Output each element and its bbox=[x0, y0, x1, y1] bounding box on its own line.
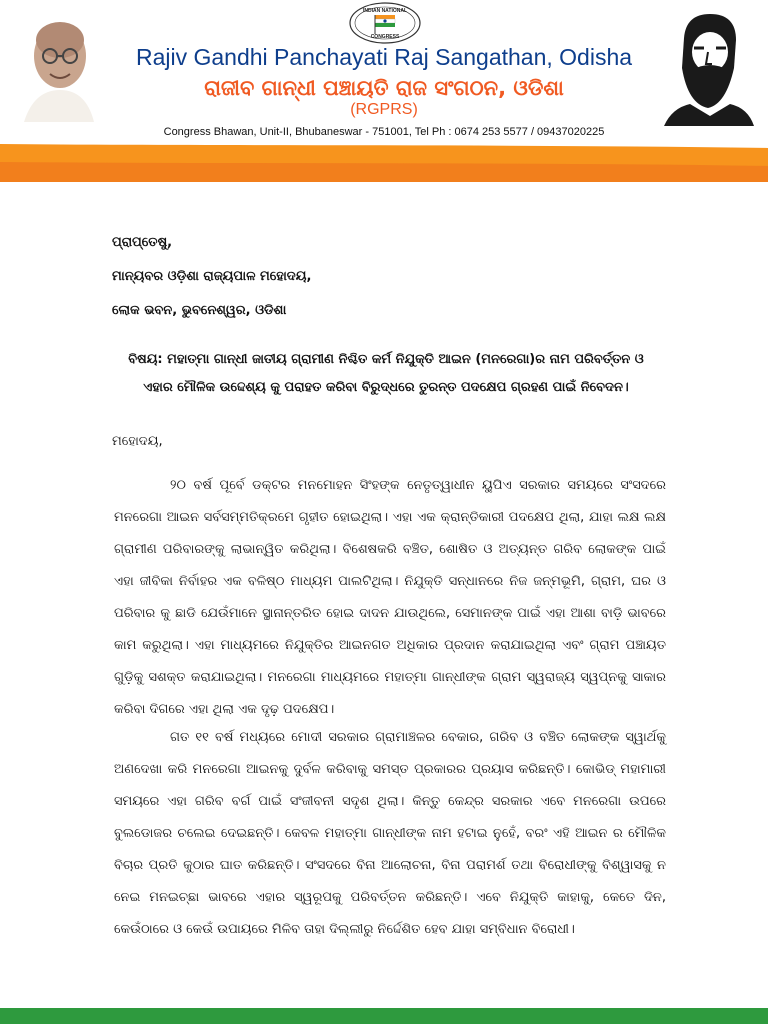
org-name-english: Rajiv Gandhi Panchayati Raj Sangathan, Odisha bbox=[135, 44, 633, 70]
org-abbreviation: (RGPRS) bbox=[350, 101, 418, 118]
emblem-top-text: INDIAN NATIONAL bbox=[362, 8, 408, 14]
recipient-line-1: ପ୍ରାପ୍ତେଷୁ, bbox=[112, 235, 173, 250]
recipient-line-3: ଲୋକ ଭବନ, ଭୁବନେଶ୍ୱର, ଓଡିଶା bbox=[112, 303, 287, 318]
letter-subject: ବିଷୟ: ମହାତ୍ମା ଗାନ୍ଧୀ ଜାତୀୟ ଗ୍ରାମୀଣ ନିଶ୍ଚିତ କର୍ମ ନିଯୁକ୍ତି ଆଇନ (ମନରେଗା)ର ନାମ ପରିବର୍ତ୍ତନ ଓ ଏହାର ମୌଳିକ ଉଦ୍ଦେଶ୍ୟ କୁ ପରାହତ କରିବା ବିରୁଦ୍ଧରେ ତୁରନ୍ତ ପଦକ୍ଷେପ ଗ୍ରହଣ ପାଇଁ ନିବେଦନ। bbox=[128, 352, 644, 395]
footer-green-band bbox=[0, 1008, 768, 1024]
greeting: ମହୋଦୟ, bbox=[112, 434, 163, 449]
paragraph-1: ୨୦ ବର୍ଷ ପୂର୍ବେ ଡକ୍ଟର ମନମୋହନ ସିଂହଙ୍କ ନେତୃତ୍ୱାଧୀନ ୟୁପିଏ ସରକାର ସମୟରେ ସଂସଦରେ ମନରେଗା ଆଇନ ସର୍ବସମ୍ମତିକ୍ରମେ ଗୃହୀତ ହୋଇଥିଲା। ଏହା ଏକ କ୍ରାନ୍ତିକାରୀ ପଦକ୍ଷେପ ଥିଲା, ଯାହା ଲକ୍ଷ ଲକ୍ଷ ଗ୍ରାମୀଣ ପରିବାରଙ୍କୁ ଲାଭାନ୍ୱିତ କରିଥିଲା। ବିଶେଷକରି ବଞ୍ଚିତ, ଶୋଷିତ ଓ ଅତ୍ୟନ୍ତ ଗରିବ ଲୋକଙ୍କ ପାଇଁ ଏହା ଜୀବିକା ନିର୍ବାହର ଏକ ବଳିଷ୍ଠ ମାଧ୍ୟମ ପାଲଟିଥିଲା। ନିଯୁକ୍ତି ସନ୍ଧାନରେ ନିଜ ଜନ୍ମଭୂମି, ଗ୍ରାମ, ଘର ଓ ପରିବାର କୁ ଛାଡି ଯେଉଁମାନେ ସ୍ଥାନାନ୍ତରିତ ହୋଇ ଦାଦନ ଯାଉଥିଲେ, ସେମାନଙ୍କ ପାଇଁ ଏହା ଆଶା ବାଡ଼ି ଭାବରେ କାମ କରୁଥିଲା। ଏହା ମାଧ୍ୟମରେ ନିଯୁକ୍ତିର ଆଇନଗତ ଅଧିକାର ପ୍ରଦାନ କରାଯାଇଥିଲା ଏବଂ ଗ୍ରାମ ପଞ୍ଚାୟତ ଗୁଡ଼ିକୁ ସଶକ୍ତ କରାଯାଇଥିଲା। ମନରେଗା ମାଧ୍ୟମରେ ମହାତ୍ମା ଗାନ୍ଧୀଙ୍କ ଗ୍ରାମ ସ୍ୱରାଜ୍ୟ ସ୍ୱପ୍ନକୁ ସାକାର କରିବା ଦିଗରେ ଏହା ଥିଲା ଏକ ଦୃଢ଼ ପଦକ୍ଷେପ। bbox=[114, 478, 666, 717]
org-name-odia: ରାଜୀବ ଗାନ୍ଧୀ ପଞ୍ଚାୟତି ରାଜ ସଂଗଠନ, ଓଡିଶା bbox=[204, 76, 564, 100]
recipient-line-2: ମାନ୍ୟବର ଓଡ଼ିଶା ରାଜ୍ୟପାଳ ମହୋଦୟ, bbox=[112, 269, 312, 284]
paragraph-2: ଗତ ୧୧ ବର୍ଷ ମଧ୍ୟରେ ମୋଦୀ ସରକାର ଗ୍ରାମାଞ୍ଚଳର ବେକାର, ଗରିବ ଓ ବଞ୍ଚିତ ଲୋକଙ୍କ ସ୍ୱାର୍ଥକୁ ଅଣଦେଖା କରି ମନରେଗା ଆଇନକୁ ଦୁର୍ବଳ କରିବାକୁ ସମସ୍ତ ପ୍ରକାରର ପ୍ରୟାସ କରିଛନ୍ତି। କୋଭିଡ୍ ମହାମାରୀ ସମୟରେ ଏହା ଗରିବ ବର୍ଗ ପାଇଁ ସଂଜୀବନୀ ସଦୃଶ ଥିଲା। କିନ୍ତୁ କେନ୍ଦ୍ର ସରକାର ଏବେ ମନରେଗା ଉପରେ ବୁଲଡୋଜର ଚଲେଇ ଦେଇଛନ୍ତି। କେବଳ ମହାତ୍ମା ଗାନ୍ଧୀଙ୍କ ନାମ ହଟାଇ ନୁହେଁ, ବରଂ ଏହି ଆଇନ ର ମୌଳିକ ବିଚାର ପ୍ରତି କୁଠାର ଘାତ କରିଛନ୍ତି। ସଂସଦରେ ବିନା ଆଲୋଚନା, ବିନା ପରାମର୍ଶ ତଥା ବିରୋଧୀଙ୍କୁ ବିଶ୍ୱାସକୁ ନ ନେଇ ମନଇଚ୍ଛା ଭାବରେ ଏହାର ସ୍ୱରୂପକୁ ପରିବର୍ତ୍ତନ କରିଛନ୍ତି। ଏବେ ନିଯୁକ୍ତି କାହାକୁ, କେତେ ଦିନ, କେଉଁଠାରେ ଓ କେଉଁ ଉପାୟରେ ମିଳିବ ତାହା ଦିଲ୍ଲୀରୁ ନିର୍ଦ୍ଦେଶିତ ହେବ ଯାହା ସମ୍ବିଧାନ ବିରୋଧୀ। bbox=[114, 730, 666, 937]
emblem-bottom-text: CONGRESS bbox=[370, 34, 400, 40]
org-address: Congress Bhawan, Unit-II, Bhubaneswar - 751001, Tel Ph : 0674 253 5577 / 09437020225 bbox=[163, 126, 605, 138]
